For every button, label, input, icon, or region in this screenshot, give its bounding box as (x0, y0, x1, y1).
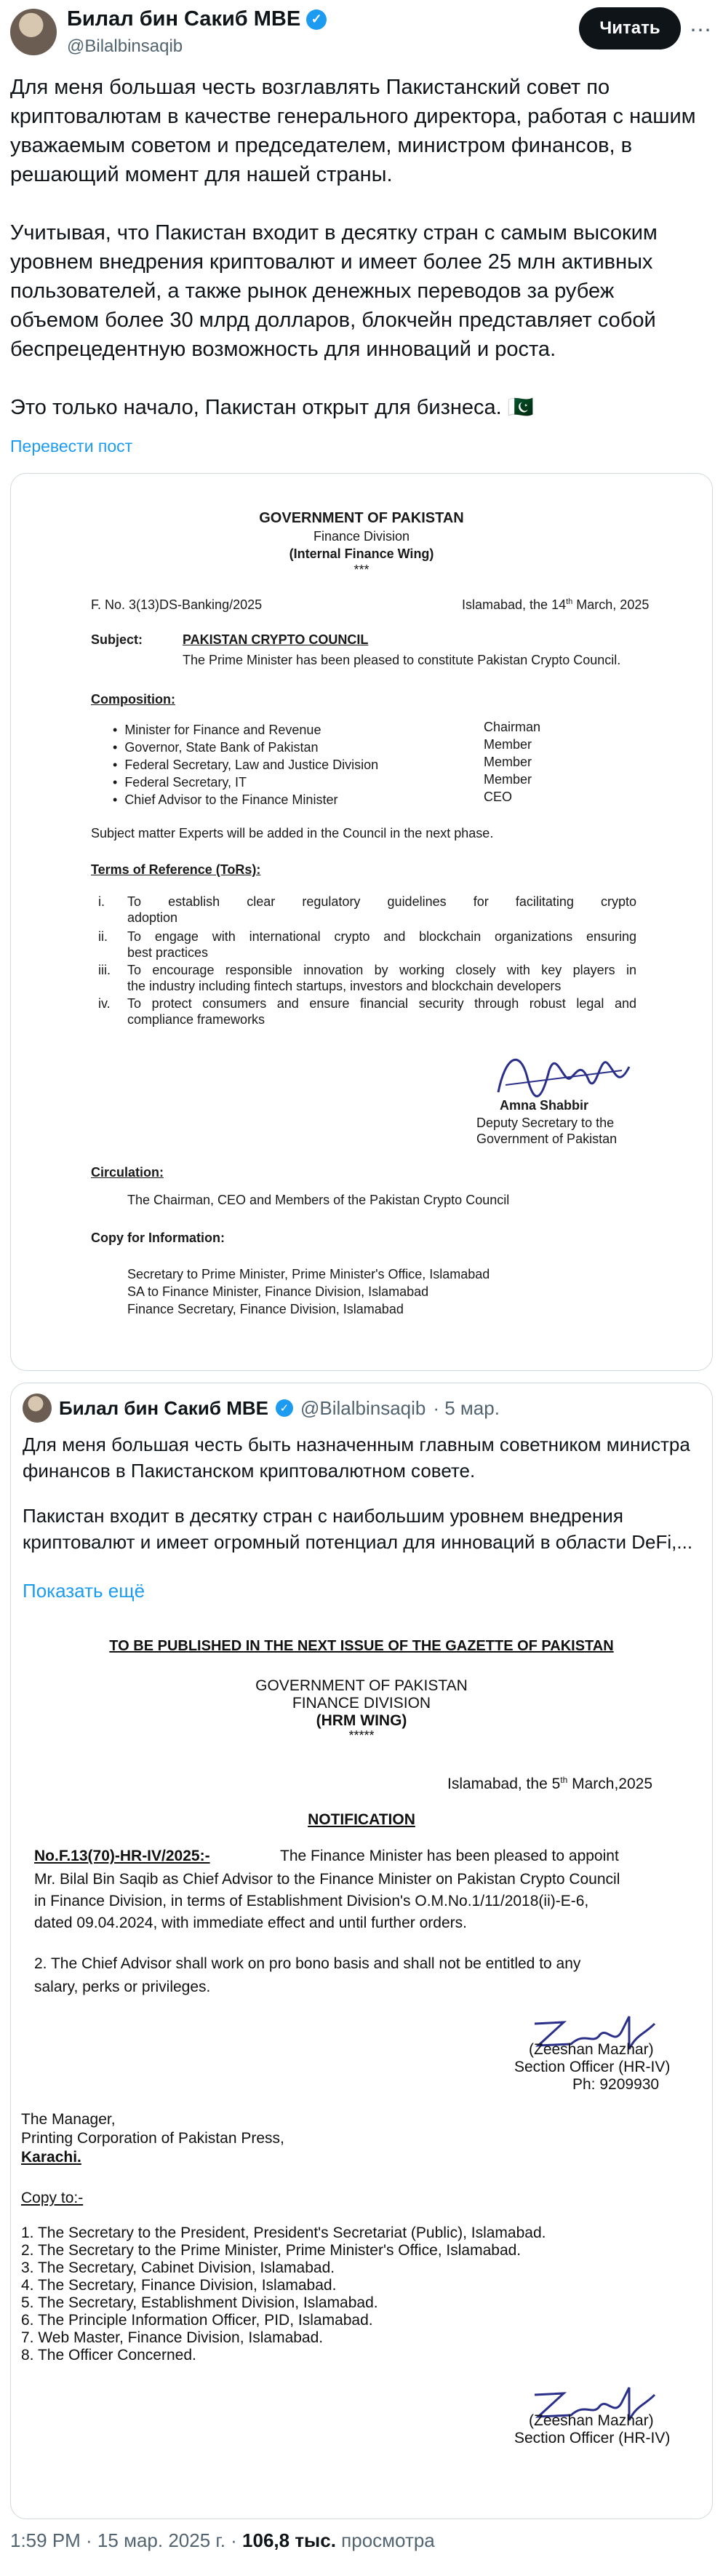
gazette-body-line: Mr. Bilal Bin Saqib as Chief Advisor to the Finance Minister on Pakistan Crypto Council (34, 1871, 620, 1888)
gazette-copy-item: 3. The Secretary, Cabinet Division, Islamabad. (21, 2259, 335, 2276)
post-text (10, 73, 708, 451)
quoted-post-text (23, 1431, 699, 1574)
gazette-para2-line: salary, perks or privileges. (34, 1979, 211, 1995)
gazette-to-line: Karachi. (21, 2149, 81, 2166)
doc-stars: *** (353, 562, 370, 577)
doc-copy-label: Copy for Information: (91, 1231, 225, 1245)
post-footer (10, 2529, 435, 2552)
tor-line: the industry including fintech startups, investors and blockchain developers (127, 979, 562, 993)
quoted-avatar (23, 1394, 52, 1423)
quoted-author-name: Билал бин Сакиб MBE (59, 1396, 268, 1419)
post-paragraph: Учитывая, что Пакистан входит в десятку стран с самым высоким уровнем внедрения криптовалют и имеет более 25 млн активных пользователей, а также рынок денежных переводов за рубеж объемом более 30 млрд долларов, блокчейн представляет собой беспрецедентную возможность для инноваций и роста. (10, 221, 658, 361)
doc-intro: The Prime Minister has been pleased to constitute Pakistan Crypto Council. (183, 653, 621, 667)
doc-header-1: GOVERNMENT OF PAKISTAN (259, 510, 464, 526)
gazette-header-2: FINANCE DIVISION (292, 1695, 431, 1712)
tor-line: best practices (127, 945, 209, 960)
gazette-copy-item: 5. The Secretary, Establishment Division, Islamabad. (21, 2294, 378, 2311)
view-count: 106,8 тыс. (242, 2529, 336, 2551)
gazette-copy-item: 6. The Principle Information Officer, PID, Islamabad. (21, 2312, 373, 2329)
signer-name: Amna Shabbir (500, 1098, 589, 1113)
quoted-verified-badge-icon: ✓ (276, 1399, 293, 1417)
gazette-banner: TO BE PUBLISHED IN THE NEXT ISSUE OF THE GAZETTE OF PAKISTAN (109, 1638, 614, 1654)
post-timestamp[interactable]: 1:59 PM · 15 мар. 2025 г. · (10, 2529, 243, 2551)
post-header (0, 0, 723, 67)
doc-copy-item: Secretary to Prime Minister, Prime Minister's Office, Islamabad (127, 1267, 490, 1281)
author-name-row[interactable] (67, 7, 327, 31)
gazette-copy-label: Copy to:- (21, 2190, 84, 2206)
doc-header-3: (Internal Finance Wing) (289, 546, 434, 561)
show-more-link[interactable]: Показать ещё (23, 1580, 145, 1602)
gazette-para2-line: 2. The Chief Advisor shall work on pro bono basis and shall not be entitled to any (34, 1955, 581, 1972)
quoted-post[interactable] (10, 1383, 713, 2519)
composition-item: • Federal Secretary, Law and Justice Division (113, 758, 379, 772)
composition-item: • Minister for Finance and Revenue (113, 723, 321, 737)
tor-line: To establish clear regulatory guidelines for facilitating crypto (127, 894, 636, 909)
gazette-signer-2: (Zeeshan Mazhar) (529, 2412, 654, 2429)
gazette-stars: ***** (348, 1728, 375, 1743)
quoted-date: · 5 мар. (433, 1396, 500, 1419)
gazette-phone: Ph: 9209930 (572, 2076, 660, 2093)
gazette-copy-item: 1. The Secretary to the President, President's Secretariat (Public), Islamabad. (21, 2225, 546, 2241)
composition-position: CEO (484, 790, 513, 804)
quoted-post-header (23, 1394, 500, 1423)
doc-copy-item: Finance Secretary, Finance Division, Islamabad (127, 1302, 404, 1316)
tor-line: compliance frameworks (127, 1012, 265, 1027)
quoted-paragraph: Пакистан входит в десятку стран с наибольшим уровнем внедрения криптовалют и имеет огромный потенциал для инноваций в области DeFi,... (23, 1505, 693, 1553)
tor-number: ii. (98, 929, 108, 944)
doc-tor-label: Terms of Reference (ToRs): (91, 862, 261, 877)
gazette-signer-2-title: Section Officer (HR-IV) (514, 2430, 671, 2446)
signer-title: Government of Pakistan (476, 1132, 618, 1146)
attached-document-image[interactable] (10, 473, 713, 1371)
doc-subject-label: Subject: (91, 632, 143, 647)
gazette-header-1: GOVERNMENT OF PAKISTAN (255, 1677, 468, 1694)
crypto-council-document (11, 474, 712, 1370)
composition-item: • Federal Secretary, IT (113, 775, 247, 790)
doc-header-2: Finance Division (313, 529, 410, 544)
more-options-icon[interactable]: ⋯ (690, 18, 712, 42)
gazette-copy-item: 4. The Secretary, Finance Division, Islamabad. (21, 2277, 337, 2294)
doc-date: Islamabad, the 14th March, 2025 (462, 597, 650, 612)
translate-link[interactable]: Перевести пост (10, 437, 133, 456)
gazette-notification-image[interactable] (11, 1616, 712, 2519)
doc-circulation: The Chairman, CEO and Members of the Pakistan Crypto Council (127, 1193, 510, 1207)
doc-circulation-label: Circulation: (91, 1165, 164, 1180)
gazette-copy-item: 2. The Secretary to the Prime Minister, Prime Minister's Office, Islamabad. (21, 2242, 522, 2259)
composition-position: Member (484, 737, 532, 752)
gazette-title: NOTIFICATION (308, 1811, 415, 1828)
tor-line: adoption (127, 910, 178, 925)
follow-button[interactable]: Читать (579, 7, 681, 49)
gazette-body-line: in Finance Division, in terms of Establishment Division's O.M.No.1/11/2018(ii)-E-6, (34, 1893, 589, 1909)
gazette-header-3: (HRM WING) (316, 1712, 407, 1729)
tor-line: To engage with international crypto and blockchain organizations ensuring (127, 929, 636, 944)
composition-item: • Governor, State Bank of Pakistan (113, 740, 319, 755)
gazette-date: Islamabad, the 5th March,2025 (447, 1775, 653, 1792)
avatar[interactable] (10, 9, 57, 55)
post-paragraph: Для меня большая честь возглавлять Пакистанский совет по криптовалютам в качестве генерального директора, работая с нашим уважаемым советом и председателем, министром финансов, в решающий момент для нашей страны. (10, 76, 696, 186)
gazette-body-line: The Finance Minister has been pleased to appoint (280, 1848, 619, 1864)
doc-copy-item: SA to Finance Minister, Finance Division, Islamabad (127, 1284, 429, 1299)
gazette-copy-item: 8. The Officer Concerned. (21, 2347, 196, 2364)
composition-item: • Chief Advisor to the Finance Minister (113, 792, 338, 807)
composition-position: Chairman (484, 720, 541, 734)
gazette-to-line: Printing Corporation of Pakistan Press, (21, 2130, 284, 2147)
signature-amna-shabbir (491, 1041, 636, 1107)
tor-number: iii. (98, 963, 111, 977)
author-name[interactable]: Билал бин Сакиб MBE (67, 7, 301, 31)
quoted-paragraph: Для меня большая честь быть назначенным главным советником министра финансов в Пакистанском криптовалютном совете. (23, 1434, 690, 1482)
doc-subject: PAKISTAN CRYPTO COUNCIL (183, 632, 369, 647)
views-label: просмотра (335, 2529, 435, 2551)
author-handle[interactable]: @Bilalbinsaqib (67, 36, 183, 56)
gazette-no: No.F.13(70)-HR-IV/2025:- (34, 1848, 210, 1864)
post-paragraph: Это только начало, Пакистан открыт для бизнеса. 🇵🇰 (10, 396, 534, 419)
gazette-signer: (Zeeshan Mazhar) (529, 2041, 654, 2058)
gazette-copy-item: 7. Web Master, Finance Division, Islamabad. (21, 2329, 324, 2346)
doc-composition-label: Composition: (91, 692, 175, 707)
verified-badge-icon: ✓ (306, 9, 327, 30)
composition-position: Member (484, 772, 532, 787)
gazette-signer-title: Section Officer (HR-IV) (514, 2059, 671, 2075)
quoted-handle: @Bilalbinsaqib (300, 1396, 426, 1419)
gazette-to-line: The Manager, (21, 2111, 116, 2128)
gazette-body-line: dated 09.04.2024, with immediate effect and until further orders. (34, 1915, 467, 1931)
signer-title: Deputy Secretary to the (476, 1116, 615, 1130)
doc-experts-note: Subject matter Experts will be added in the Council in the next phase. (91, 826, 494, 840)
doc-file-no: F. No. 3(13)DS-Banking/2025 (91, 597, 263, 612)
composition-position: Member (484, 755, 532, 769)
tor-line: To protect consumers and ensure financial security through robust legal and (127, 996, 636, 1011)
tor-number: iv. (98, 996, 111, 1011)
tor-line: To encourage responsible innovation by working closely with key players in (127, 963, 636, 977)
tor-number: i. (98, 894, 105, 909)
